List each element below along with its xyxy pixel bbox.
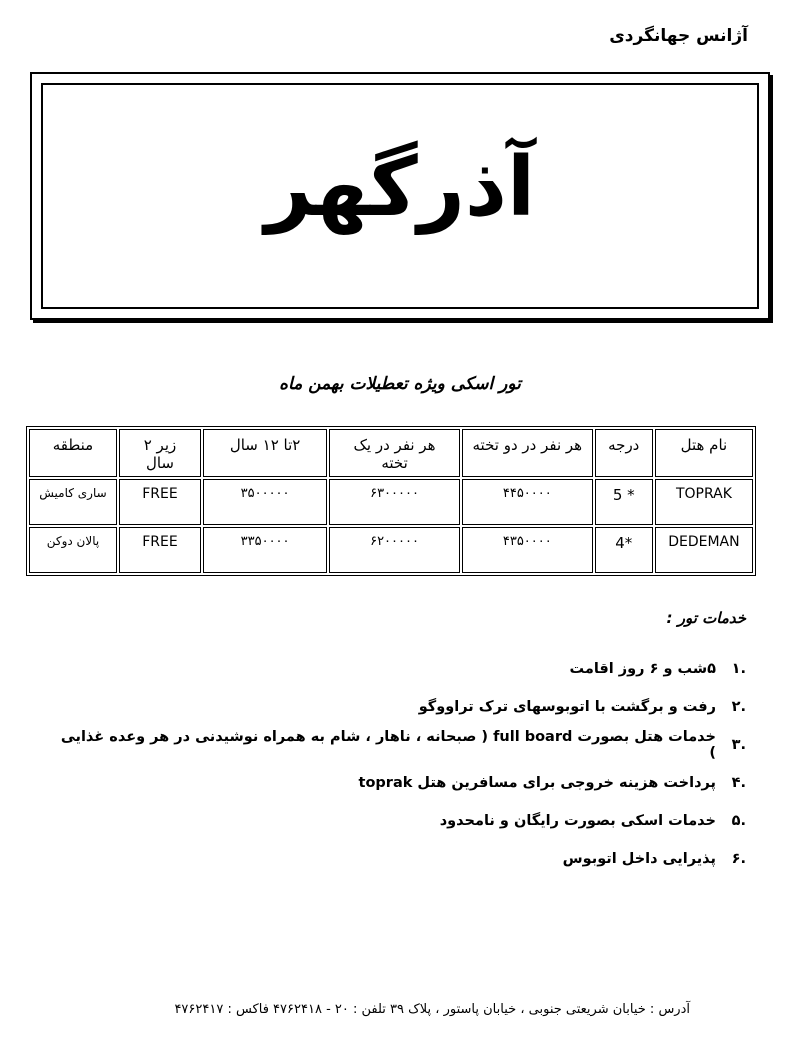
header-single-room: هر نفر در یک تخته: [329, 429, 460, 477]
infant-price-cell: FREE: [119, 479, 201, 525]
item-number: .۳: [731, 737, 746, 753]
price-table: [26, 426, 756, 576]
hotel-name-cell: TOPRAK: [655, 479, 753, 525]
header-hotel-name: نام هتل: [655, 429, 753, 477]
header-infant: زیر ۲ سال: [119, 429, 201, 477]
single-room-price-cell: ۶۳۰۰۰۰۰: [329, 479, 460, 525]
child-price-cell: ۳۳۵۰۰۰۰: [203, 527, 327, 573]
list-item: [56, 840, 746, 878]
hotel-name-cell: DEDEMAN: [655, 527, 753, 573]
item-number: .۱: [731, 661, 746, 677]
agency-name: آژانس جهانگردی: [609, 26, 748, 46]
infant-price-cell: FREE: [119, 527, 201, 573]
item-text: خدمات هتل بصورت full board ( صبحانه ، ناهار ، شام به همراه نوشیدنی در هر وعده غذایی ): [60, 729, 716, 761]
double-room-price-cell: ۴۴۵۰۰۰۰: [462, 479, 593, 525]
item-text: رفت و برگشت با اتوبوسهای ترک تراووگو: [418, 699, 716, 715]
double-room-price-cell: ۴۳۵۰۰۰۰: [462, 527, 593, 573]
item-number: .۶: [731, 851, 746, 867]
item-text: خدمات اسکی بصورت رایگان و نامحدود: [439, 813, 716, 829]
list-item: [56, 650, 746, 688]
services-list: [56, 650, 746, 878]
grade-cell: 4*: [595, 527, 653, 573]
header-region: منطقه: [29, 429, 117, 477]
item-number: .۴: [731, 775, 746, 791]
header-child-2-12: ۲تا ۱۲ سال: [203, 429, 327, 477]
contact-footer: آدرس : خیابان شریعتی جنوبی ، خیابان پاستور ، پلاک ۳۹ تلفن : ۲۰ - ۴۷۶۲۴۱۸ فاکس : ۴۷۶۲۴۱۷: [174, 1002, 690, 1017]
child-price-cell: ۳۵۰۰۰۰۰: [203, 479, 327, 525]
header-grade: درجه: [595, 429, 653, 477]
item-text: پذیرایی داخل اتوبوس: [562, 851, 716, 867]
item-number: .۵: [731, 813, 746, 829]
table-row: [29, 527, 753, 573]
table-row: [29, 479, 753, 525]
list-item: [56, 764, 746, 802]
services-heading: خدمات تور :: [666, 609, 746, 627]
header-double-room: هر نفر در دو تخته: [462, 429, 593, 477]
grade-cell: 5 *: [595, 479, 653, 525]
list-item: [56, 802, 746, 840]
list-item: [56, 726, 746, 764]
item-text: پرداخت هزینه خروجی برای مسافرین هتل toprak: [358, 775, 716, 791]
table-header-row: [29, 429, 753, 477]
item-text: ۵شب و ۶ روز اقامت: [569, 661, 716, 677]
item-number: .۲: [731, 699, 746, 715]
list-item: [56, 688, 746, 726]
brand-title: آذرگهر: [264, 139, 536, 235]
region-cell: ساری کامیش: [29, 479, 117, 525]
region-cell: پالان دوکن: [29, 527, 117, 573]
title-frame-inner: [41, 83, 759, 309]
title-frame: [30, 72, 770, 320]
tour-subtitle: تور اسکی ویژه تعطیلات بهمن ماه: [279, 374, 521, 394]
single-room-price-cell: ۶۲۰۰۰۰۰: [329, 527, 460, 573]
